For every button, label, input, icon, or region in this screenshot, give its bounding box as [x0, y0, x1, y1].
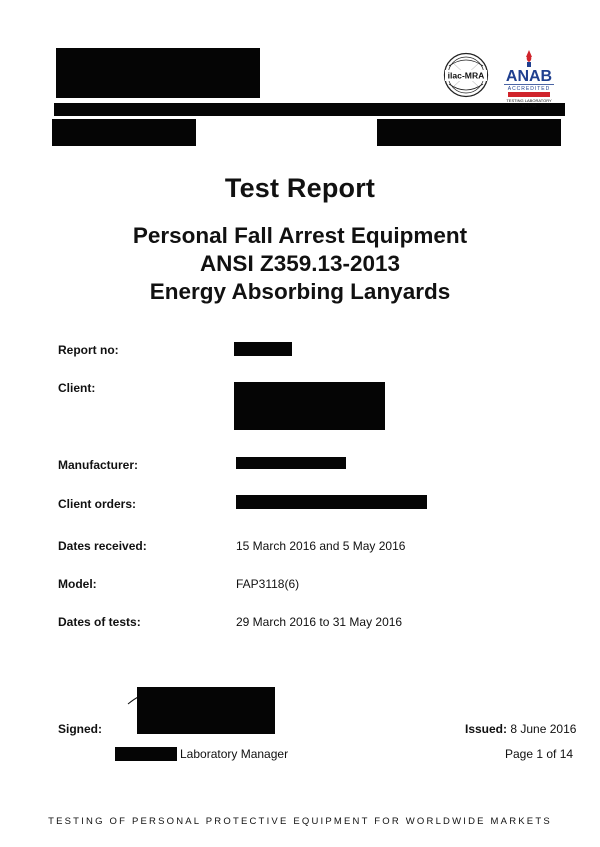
manager-role: Laboratory Manager [180, 747, 289, 761]
issued-value: 8 June 2016 [510, 722, 577, 736]
client-orders-label: Client orders: [58, 497, 137, 511]
subtitle-line-3: Energy Absorbing Lanyards [149, 279, 451, 304]
redacted-signature [137, 687, 275, 734]
model-value: FAP3118(6) [236, 577, 300, 591]
anab-cert-text: AT-1706 [521, 103, 537, 108]
redacted-header-rule [54, 103, 565, 116]
subtitle-line-1: Personal Fall Arrest Equipment [132, 223, 468, 248]
redacted-client-orders [236, 495, 427, 509]
page-info: Page 1 of 14 [505, 747, 574, 761]
redacted-report-no [234, 342, 292, 356]
dates-of-tests-value: 29 March 2016 to 31 May 2016 [236, 615, 403, 629]
report-no-label: Report no: [58, 343, 119, 357]
dates-received-label: Dates received: [58, 539, 147, 553]
signed-label: Signed: [58, 722, 102, 736]
anab-subtitle-text: TESTING LABORATORY [506, 98, 552, 103]
subtitle-line-2: ANSI Z359.13-2013 [199, 251, 401, 276]
redacted-manager-name [115, 747, 177, 761]
redacted-client [234, 382, 385, 430]
anab-logo-text: ANAB [505, 68, 553, 85]
manufacturer-label: Manufacturer: [58, 458, 139, 472]
dates-received-value: 15 March 2016 and 5 May 2016 [236, 539, 406, 553]
redacted-manufacturer [236, 457, 346, 469]
issued-line [465, 722, 576, 736]
model-label: Model: [58, 577, 97, 591]
issued-label: Issued: [465, 722, 508, 736]
anab-logo [494, 48, 564, 108]
dates-of-tests-label: Dates of tests: [58, 615, 141, 629]
ilac-mra-logo [443, 52, 489, 98]
anab-accredited-text: ACCREDITED [507, 86, 551, 92]
client-label: Client: [58, 381, 96, 395]
redacted-address-left [52, 119, 196, 146]
redacted-company-name [56, 48, 260, 98]
footer-tagline: TESTING OF PERSONAL PROTECTIVE EQUIPMENT FOR WORLDWIDE MARKETS [48, 816, 552, 827]
redacted-address-right [377, 119, 561, 146]
ilac-logo-text: ilac-MRA [447, 70, 485, 81]
page-title: Test Report [224, 173, 376, 203]
